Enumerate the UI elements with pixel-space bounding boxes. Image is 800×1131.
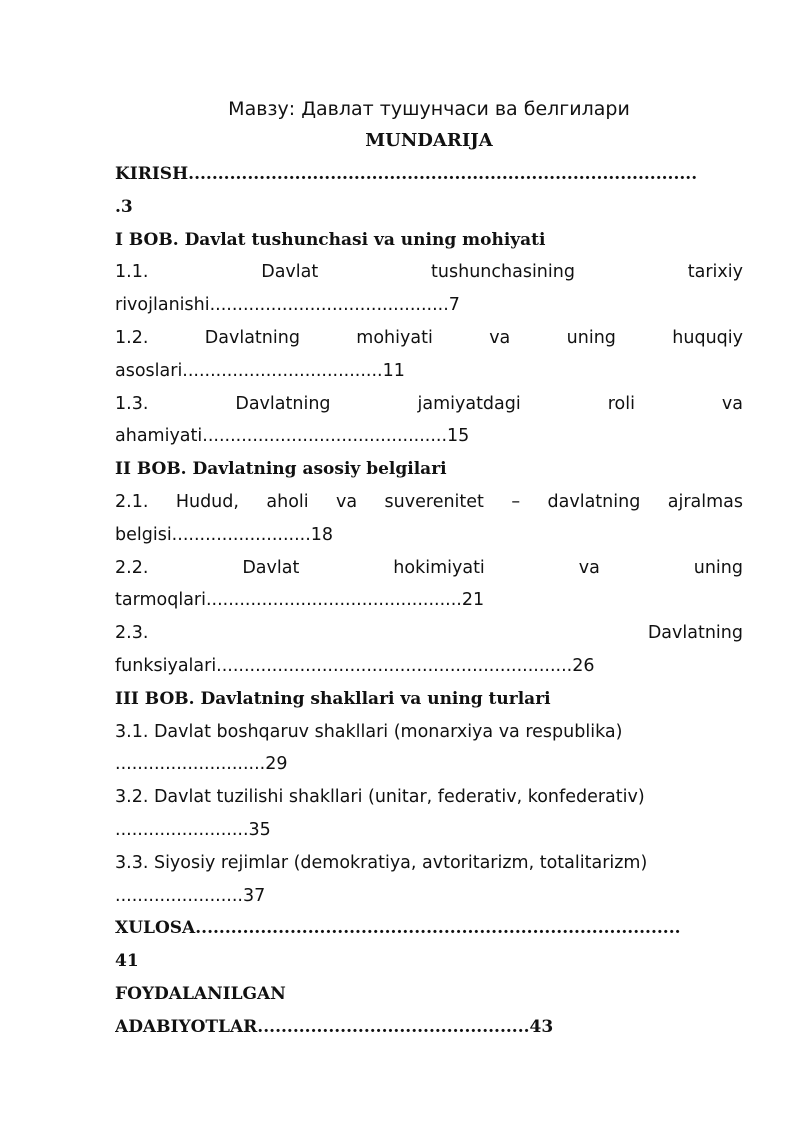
toc-entry-1-1-line1: 1.1. Davlat tushunchasining tarixiy xyxy=(115,262,743,283)
toc-entry-2-2-line1: 2.2. Davlat hokimiyati va uning xyxy=(115,557,743,578)
toc-entry-2-3 xyxy=(115,617,743,683)
toc-entry-3-1 xyxy=(115,716,743,782)
toc-heading: MUNDARIJA xyxy=(365,130,493,151)
toc-entry-xulosa xyxy=(115,912,743,978)
toc-entry-references-line1: FOYDALANILGAN xyxy=(115,983,286,1004)
toc-entry-1-2 xyxy=(115,322,743,388)
toc-entry-3-1-line1: 3.1. Davlat boshqaruv shakllari (monarxiya va respublika) xyxy=(115,721,623,742)
toc-entry-2-1-line2: belgisi.........................18 xyxy=(115,524,334,545)
toc-entry-references-line2: ADABIYOTLAR..............................................43 xyxy=(115,1016,554,1037)
toc-entry-3-2 xyxy=(115,781,743,847)
document-topic: Мавзу: Давлат тушунчаси ва белгилари xyxy=(228,98,630,120)
toc-entry-kirish-line2: .3 xyxy=(115,196,133,217)
toc-entry-3-3-line2: .......................37 xyxy=(115,885,266,906)
toc-chapter-2: II BOB. Davlatning asosiy belgilari xyxy=(115,459,447,480)
toc-entry-xulosa-line2: 41 xyxy=(115,951,139,972)
toc-entry-3-2-line1: 3.2. Davlat tuzilishi shakllari (unitar, federativ, konfederativ) xyxy=(115,787,645,808)
toc-entry-1-3 xyxy=(115,388,743,454)
toc-entry-2-2 xyxy=(115,552,743,618)
toc-chapter-1: I BOB. Davlat tushunchasi va uning mohiyati xyxy=(115,229,546,250)
toc-entry-1-1 xyxy=(115,256,743,322)
toc-entry-2-3-line1: 2.3. Davlatning xyxy=(115,623,743,644)
toc-entry-1-2-line2: asoslari....................................11 xyxy=(115,360,405,381)
toc-entry-kirish xyxy=(115,158,743,224)
toc-entry-1-3-line1: 1.3. Davlatning jamiyatdagi roli va xyxy=(115,393,743,414)
toc-entry-2-3-line2: funksiyalari................................................................26 xyxy=(115,655,595,676)
toc-entry-2-1 xyxy=(115,486,743,552)
toc-entry-kirish-line1: KIRISH...................................................................................... xyxy=(115,164,698,184)
document-page xyxy=(115,93,743,1044)
toc-chapter-3: III BOB. Davlatning shakllari va uning turlari xyxy=(115,688,551,709)
toc-entry-2-2-line2: tarmoqlari..............................................21 xyxy=(115,590,485,611)
toc-entry-references xyxy=(115,978,743,1044)
toc-entry-1-2-line1: 1.2. Davlatning mohiyati va uning huquqiy xyxy=(115,327,743,348)
toc-entry-xulosa-line1: XULOSA.................................................................................. xyxy=(115,918,681,939)
toc-entry-1-3-line2: ahamiyati............................................15 xyxy=(115,426,470,447)
toc-entry-3-2-line2: ........................35 xyxy=(115,819,271,840)
toc-entry-3-1-line2: ...........................29 xyxy=(115,754,288,775)
toc-entry-3-3-line1: 3.3. Siyosiy rejimlar (demokratiya, avtoritarizm, totalitarizm) xyxy=(115,852,648,873)
toc-entry-1-1-line2: rivojlanishi...........................................7 xyxy=(115,295,460,316)
toc-entry-2-1-line1: 2.1. Hudud, aholi va suverenitet – davlatning ajralmas xyxy=(115,491,743,512)
toc-entry-3-3 xyxy=(115,847,743,913)
